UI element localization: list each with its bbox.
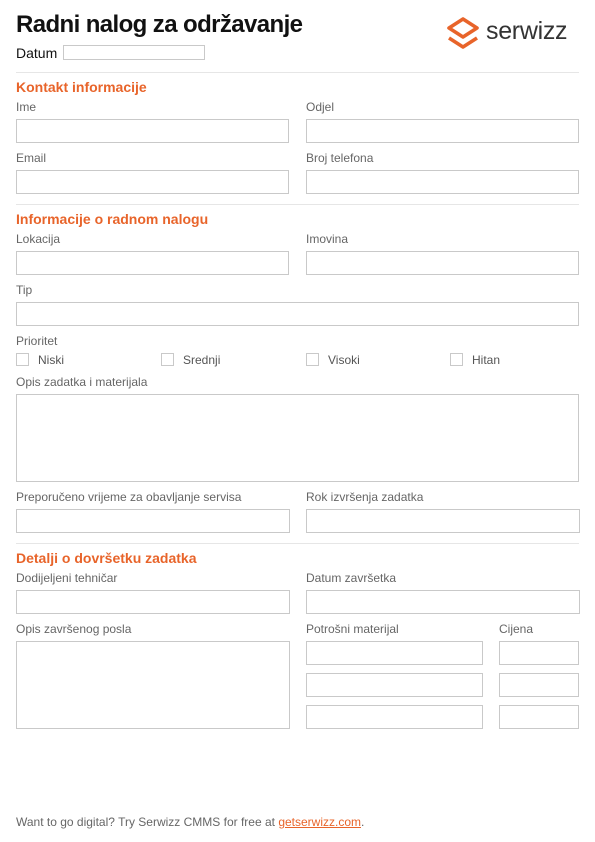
priority-urgent-label: Hitan (472, 353, 501, 367)
type-field[interactable] (16, 302, 579, 326)
location-label: Lokacija (16, 232, 61, 246)
material-field[interactable] (306, 673, 483, 697)
name-label: Ime (16, 100, 37, 114)
date-field[interactable] (63, 45, 205, 60)
recommended-time-label: Preporučeno vrijeme za obavljanje servisa (16, 490, 242, 504)
divider (16, 543, 579, 544)
asset-label: Imovina (306, 232, 349, 246)
brand-logo (446, 16, 580, 50)
materials-label: Potrošni materijal (306, 622, 399, 636)
material-field[interactable] (306, 705, 483, 729)
price-field[interactable] (499, 641, 579, 665)
section-heading-contact: Kontakt informacije (16, 79, 147, 95)
priority-low-label: Niski (38, 353, 64, 367)
priority-low-checkbox[interactable] (16, 353, 29, 366)
priority-label: Prioritet (16, 334, 58, 348)
priority-urgent-checkbox[interactable] (450, 353, 463, 366)
section-heading-completion: Detalji o dovršetku zadatka (16, 550, 197, 566)
description-textarea[interactable] (16, 394, 579, 482)
technician-label: Dodijeljeni tehničar (16, 571, 118, 585)
deadline-field[interactable] (306, 509, 580, 533)
phone-label: Broj telefona (306, 151, 374, 165)
deadline-label: Rok izvršenja zadatka (306, 490, 424, 504)
divider (16, 204, 579, 205)
divider (16, 72, 579, 73)
page-title: Radni nalog za održavanje (16, 11, 303, 38)
department-field[interactable] (306, 119, 579, 143)
material-field[interactable] (306, 641, 483, 665)
email-label: Email (16, 151, 47, 165)
recommended-time-field[interactable] (16, 509, 290, 533)
asset-field[interactable] (306, 251, 579, 275)
footer-link[interactable]: getserwizz.com (278, 815, 361, 829)
priority-high-label: Visoki (328, 353, 360, 367)
price-field[interactable] (499, 673, 579, 697)
phone-field[interactable] (306, 170, 579, 194)
location-field[interactable] (16, 251, 289, 275)
price-field[interactable] (499, 705, 579, 729)
department-label: Odjel (306, 100, 335, 114)
technician-field[interactable] (16, 590, 290, 614)
email-field[interactable] (16, 170, 289, 194)
price-label: Cijena (499, 622, 534, 636)
footer-promo: Want to go digital? Try Serwizz CMMS for free at (16, 815, 279, 829)
completion-date-label: Datum završetka (306, 571, 397, 585)
section-heading-work-order: Informacije o radnom nalogu (16, 211, 209, 227)
priority-medium-label: Srednji (183, 353, 221, 367)
priority-high-checkbox[interactable] (306, 353, 319, 366)
work-description-textarea[interactable] (16, 641, 290, 729)
brand-name: serwizz (486, 17, 568, 45)
name-field[interactable] (16, 119, 289, 143)
date-label: Datum (16, 45, 58, 61)
serwizz-logo-icon (446, 16, 480, 50)
priority-medium-checkbox[interactable] (161, 353, 174, 366)
type-label: Tip (16, 283, 33, 297)
work-description-label: Opis završenog posla (16, 622, 132, 636)
description-label: Opis zadatka i materijala (16, 375, 148, 389)
completion-date-field[interactable] (306, 590, 580, 614)
footer-text (16, 815, 364, 829)
footer-suffix: . (361, 815, 365, 829)
